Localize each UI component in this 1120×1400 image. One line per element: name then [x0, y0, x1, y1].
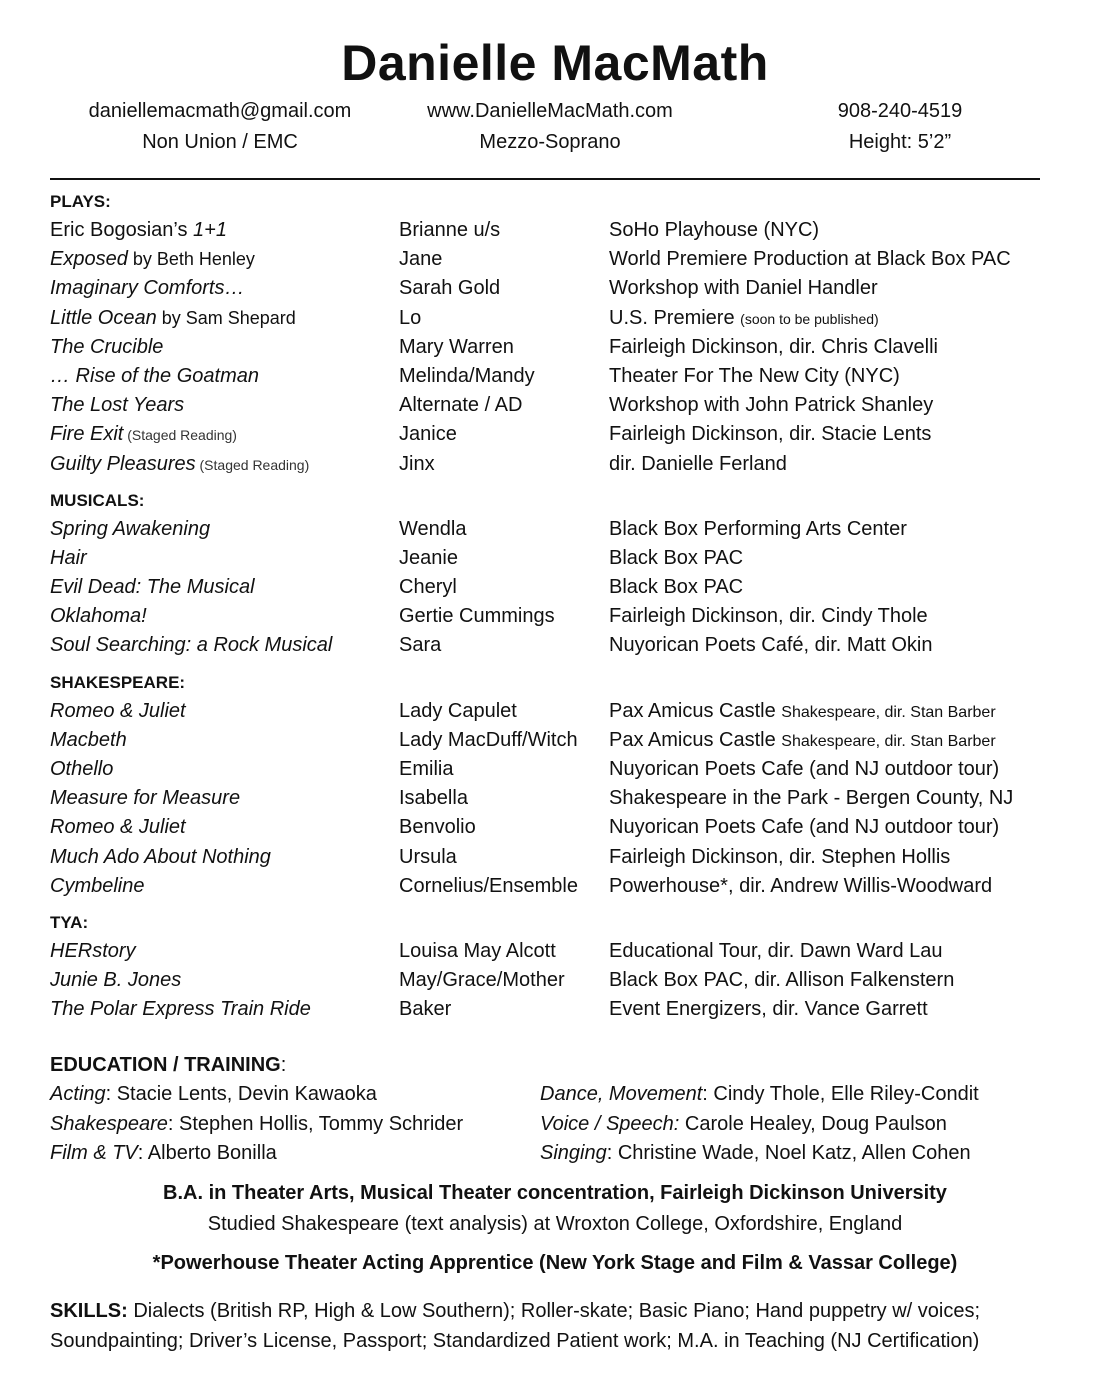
show-title	[50, 420, 237, 450]
training-category: Singing	[540, 1142, 607, 1164]
venue-text: Pax Amicus Castle	[609, 728, 782, 751]
show-author: by Sam Shepard	[156, 307, 296, 328]
show-title	[50, 813, 186, 842]
show-title	[50, 872, 144, 901]
show-name: Romeo & Juliet	[50, 816, 186, 839]
role-name: May/Grace/Mother	[399, 969, 565, 992]
voice-type: Mezzo-Soprano	[479, 131, 621, 153]
show-name: Romeo & Juliet	[50, 699, 186, 722]
training-category: Film & TV	[50, 1142, 138, 1164]
role-name: Gertie Cummings	[399, 605, 555, 628]
show-name: Much Ado About Nothing	[50, 845, 271, 868]
skills-label: SKILLS:	[50, 1300, 128, 1322]
show-title	[50, 843, 271, 872]
show-name: The Polar Express Train Ride	[50, 998, 311, 1021]
training-teachers: : Stacie Lents, Devin Kawaoka	[105, 1083, 377, 1105]
training-row	[50, 1080, 1060, 1110]
show-name: HERstory	[50, 939, 136, 962]
skills-section	[50, 1296, 1060, 1356]
show-name: Imaginary Comforts…	[50, 277, 245, 300]
venue	[609, 937, 943, 966]
venue	[609, 995, 928, 1024]
show-name: Cymbeline	[50, 874, 145, 897]
venue-text: Black Box PAC, dir. Allison Falkenstern	[609, 969, 955, 992]
venue	[609, 602, 928, 631]
show-title	[50, 544, 87, 573]
venue-text: Black Box Performing Arts Center	[609, 517, 907, 540]
show-title	[50, 631, 332, 660]
education-section	[50, 1050, 1060, 1169]
venue-text: Shakespeare in the Park - Bergen County, NJ	[609, 787, 1014, 810]
role-name: Sarah Gold	[399, 277, 501, 300]
show-title	[50, 515, 210, 544]
credit-row	[50, 813, 1060, 842]
role-name: Jeanie	[399, 546, 458, 569]
union-status: Non Union / EMC	[142, 131, 298, 153]
show-name: The Lost Years	[50, 394, 185, 417]
credit-row	[50, 843, 1060, 872]
show-name: Junie B. Jones	[50, 969, 182, 992]
height: Height: 5’2”	[848, 131, 952, 153]
venue	[609, 391, 933, 420]
show-title	[50, 697, 186, 726]
role-name: Cornelius/Ensemble	[399, 874, 578, 897]
education-heading: EDUCATION / TRAINING:	[50, 1054, 287, 1076]
venue-note: (soon to be published)	[740, 310, 879, 327]
show-name: Soul Searching: a Rock Musical	[50, 634, 333, 657]
show-title	[50, 333, 163, 362]
venue	[609, 726, 996, 756]
skills-text: Dialects (British RP, High & Low Southern); Roller-skate; Basic Piano; Hand puppetry w/ voices; Soundpainting; Driver’s License, Passport; Standardized Patient work; M.A. in Teaching (NJ Certification)	[50, 1300, 981, 1352]
show-title	[50, 937, 136, 966]
credit-row	[50, 573, 1060, 602]
show-author: by Beth Henley	[127, 249, 255, 270]
venue	[609, 573, 743, 602]
venue-text: Fairleigh Dickinson, dir. Stephen Hollis	[609, 845, 951, 868]
credit-row	[50, 937, 1060, 966]
show-prefix: Eric Bogosian’s	[50, 219, 194, 241]
credit-row	[50, 784, 1060, 813]
role-name: Ursula	[399, 845, 457, 868]
training-left	[50, 1139, 277, 1169]
venue	[609, 544, 743, 573]
show-name: … Rise of the Goatman	[50, 364, 259, 387]
show-note: (Staged Reading)	[195, 456, 310, 473]
header-divider	[50, 178, 1040, 180]
credit-row	[50, 726, 1060, 755]
role-name: Jinx	[399, 452, 435, 475]
training-category: Voice / Speech:	[540, 1112, 680, 1135]
show-name: Spring Awakening	[50, 517, 211, 540]
show-title	[50, 784, 240, 813]
training-right	[540, 1080, 979, 1110]
credit-section	[50, 909, 1060, 1025]
venue-text: Black Box PAC	[609, 546, 744, 569]
section-heading: MUSICALS:	[50, 490, 145, 510]
credit-row	[50, 420, 1060, 449]
venue-text: World Premiere Production at Black Box PAC	[609, 248, 1011, 271]
venue	[609, 872, 992, 901]
role-name: Lady Capulet	[399, 699, 517, 722]
venue	[609, 697, 996, 727]
show-title	[50, 362, 259, 391]
training-right	[540, 1139, 971, 1169]
credit-row	[50, 216, 1060, 245]
venue	[609, 245, 1011, 274]
show-title	[50, 755, 113, 784]
study-abroad: Studied Shakespeare (text analysis) at Wroxton College, Oxfordshire, England	[207, 1213, 903, 1235]
training-category: Dance, Movement	[540, 1083, 703, 1105]
show-title	[50, 391, 184, 420]
venue-text: Nuyorican Poets Café, dir. Matt Okin	[609, 634, 933, 657]
show-title	[50, 573, 255, 602]
show-name: Hair	[50, 546, 87, 569]
venue-text: Workshop with Daniel Handler	[609, 277, 878, 300]
role-name: Alternate / AD	[399, 394, 523, 417]
training-row	[50, 1139, 1060, 1169]
venue	[609, 631, 932, 660]
role-name: Emilia	[399, 758, 454, 780]
role-name: Wendla	[399, 517, 467, 540]
venue	[609, 755, 999, 784]
show-name: 1+1	[193, 219, 227, 241]
section-heading: PLAYS:	[50, 192, 111, 211]
email: daniellemacmath@gmail.com	[88, 100, 352, 122]
venue	[609, 784, 1013, 813]
credit-row	[50, 362, 1060, 391]
phone: 908-240-4519	[837, 100, 963, 122]
venue	[609, 843, 950, 872]
venue	[609, 333, 938, 362]
section-heading: TYA:	[50, 912, 89, 932]
venue	[609, 304, 879, 334]
training-category: Shakespeare	[50, 1112, 168, 1135]
training-teachers: : Alberto Bonilla	[137, 1142, 277, 1164]
show-name: Macbeth	[50, 728, 127, 751]
role-name: Melinda/Mandy	[399, 364, 535, 387]
venue-text: U.S. Premiere	[609, 306, 741, 329]
venue	[609, 362, 900, 391]
credits-list	[50, 188, 1060, 1025]
venue	[609, 515, 907, 544]
credit-row	[50, 245, 1060, 274]
show-name: Measure for Measure	[50, 787, 241, 810]
show-title	[50, 995, 311, 1024]
show-title	[50, 216, 227, 245]
credit-section	[50, 669, 1060, 901]
degree: B.A. in Theater Arts, Musical Theater concentration, Fairleigh Dickinson University	[163, 1182, 947, 1204]
show-title	[50, 274, 245, 303]
training-right	[540, 1110, 947, 1140]
website: www.DanielleMacMath.com	[427, 100, 673, 122]
show-name: Guilty Pleasures	[50, 452, 196, 475]
role-name: Baker	[399, 998, 452, 1021]
venue-text: Nuyorican Poets Cafe (and NJ outdoor tour)	[609, 816, 1000, 839]
show-title	[50, 304, 296, 333]
role-name: Brianne u/s	[399, 219, 501, 241]
show-name: Exposed	[50, 248, 128, 271]
show-name: Othello	[50, 758, 114, 780]
venue-small: Shakespeare, dir. Stan Barber	[781, 703, 996, 721]
show-title	[50, 450, 309, 480]
credit-row	[50, 755, 1060, 784]
training-row	[50, 1110, 1060, 1140]
apprenticeship: *Powerhouse Theater Acting Apprentice (New York Stage and Film & Vassar College)	[152, 1252, 958, 1274]
credit-row	[50, 304, 1060, 333]
training-teachers: : Cindy Thole, Elle Riley-Condit	[702, 1083, 979, 1105]
venue	[609, 450, 787, 479]
credit-row	[50, 515, 1060, 544]
show-name: Evil Dead: The Musical	[50, 576, 255, 599]
credit-row	[50, 697, 1060, 726]
section-heading: SHAKESPEARE:	[50, 672, 186, 692]
role-name: Mary Warren	[399, 335, 514, 358]
venue-text: Educational Tour, dir. Dawn Ward Lau	[609, 939, 943, 962]
show-title	[50, 245, 255, 274]
training-teachers: : Stephen Hollis, Tommy Schrider	[167, 1112, 464, 1135]
show-name: Little Ocean	[50, 306, 157, 329]
training-teachers: Carole Healey, Doug Paulson	[679, 1112, 947, 1135]
show-title	[50, 966, 181, 995]
venue-text: Powerhouse*, dir. Andrew Willis-Woodward	[609, 874, 993, 897]
venue-text: Fairleigh Dickinson, dir. Chris Clavelli	[609, 335, 938, 358]
venue-text: SoHo Playhouse (NYC)	[609, 219, 820, 241]
credit-row	[50, 995, 1060, 1024]
venue	[609, 966, 954, 995]
venue-small: Shakespeare, dir. Stan Barber	[781, 732, 996, 750]
credit-section	[50, 188, 1060, 479]
role-name: Lo	[399, 306, 422, 329]
training-teachers: : Christine Wade, Noel Katz, Allen Cohen	[606, 1142, 971, 1164]
role-name: Lady MacDuff/Witch	[399, 728, 578, 751]
credit-section	[50, 487, 1060, 661]
venue-text: Theater For The New City (NYC)	[609, 364, 900, 387]
training-left	[50, 1110, 463, 1140]
credit-row	[50, 966, 1060, 995]
show-name: Oklahoma!	[50, 605, 147, 628]
role-name: Louisa May Alcott	[399, 939, 556, 962]
contact-block	[50, 100, 1060, 162]
training-category: Acting	[50, 1083, 106, 1105]
role-name: Janice	[399, 423, 457, 446]
credit-row	[50, 450, 1060, 479]
venue-text: Black Box PAC	[609, 576, 744, 599]
credit-row	[50, 274, 1060, 303]
role-name: Sara	[399, 634, 442, 657]
venue-text: dir. Danielle Ferland	[609, 452, 787, 475]
venue-text: Event Energizers, dir. Vance Garrett	[609, 998, 928, 1021]
show-title	[50, 726, 127, 755]
venue-text: Pax Amicus Castle	[609, 699, 782, 722]
venue-text: Workshop with John Patrick Shanley	[609, 394, 934, 417]
venue	[609, 813, 999, 842]
role-name: Isabella	[399, 787, 468, 810]
show-note: (Staged Reading)	[123, 427, 237, 444]
credit-row	[50, 391, 1060, 420]
venue-text: Fairleigh Dickinson, dir. Cindy Thole	[609, 605, 928, 628]
credit-row	[50, 602, 1060, 631]
role-name: Jane	[399, 248, 443, 271]
venue	[609, 216, 819, 245]
venue-text: Fairleigh Dickinson, dir. Stacie Lents	[609, 423, 932, 446]
role-name: Cheryl	[399, 576, 457, 599]
training-left	[50, 1080, 377, 1110]
show-name: Fire Exit	[50, 423, 124, 446]
venue	[609, 420, 931, 449]
performer-name: Danielle MacMath	[341, 35, 769, 91]
credit-row	[50, 544, 1060, 573]
venue	[609, 274, 878, 303]
credit-row	[50, 631, 1060, 660]
show-name: The Crucible	[50, 335, 164, 358]
credit-row	[50, 333, 1060, 362]
credit-row	[50, 872, 1060, 901]
role-name: Benvolio	[399, 816, 476, 839]
show-title	[50, 602, 147, 631]
venue-text: Nuyorican Poets Cafe (and NJ outdoor tour)	[609, 758, 1000, 780]
